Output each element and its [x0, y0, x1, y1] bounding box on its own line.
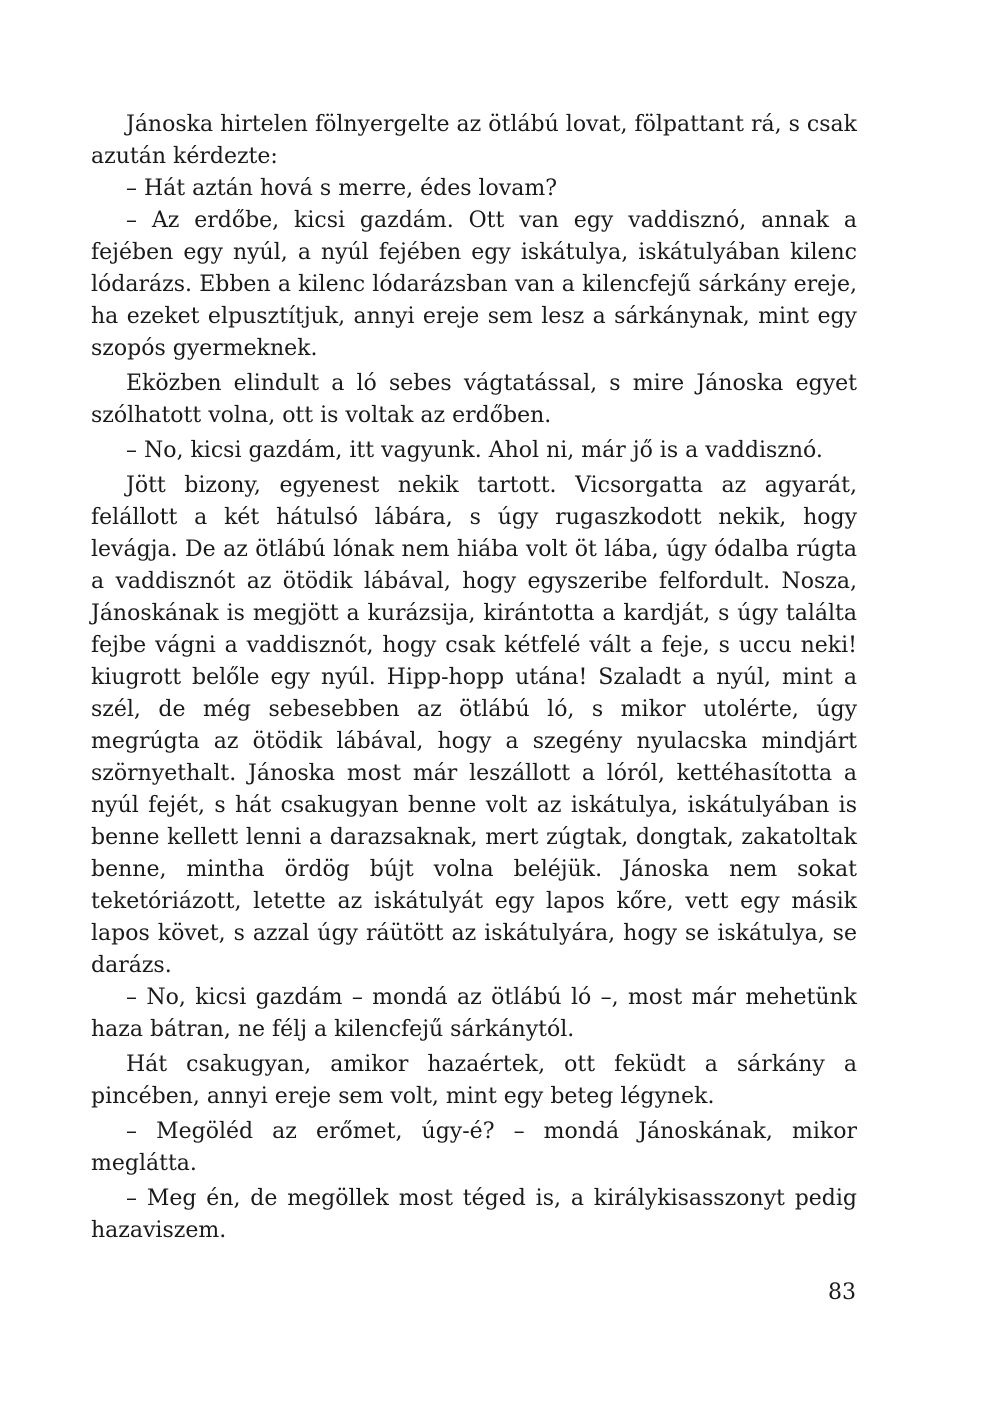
paragraph-3: – Az erdőbe, kicsi gazdám. Ott van egy vaddisznó, annak a fejében egy nyúl, a nyúl fejében egy iskátulya, iskátulyában kilenc lódarázs. Ebben a kilenc lódarázsban van a kilencfejű sárkány ereje, ha ezeket elpusztítjuk, annyi ereje sem lesz a sárkánynak, mint egy szopós gyermeknek. — [91, 208, 857, 361]
paragraph-6: Jött bizony, egyenest nekik tartott. Vicsorgatta az agyarát, felállott a két hátulsó lábára, s úgy rugaszkodott nekik, hogy levágja. De az ötlábú lónak nem hiába volt öt lába, úgy ódalba rúgta a vaddisznót az ötödik lábával, hogy egyszeribe felfordult. Nosza, Jánoskának is megjött a kurázsija, kirántotta a kardját, s úgy találta fejbe vágni a vaddisznót, hogy csak kétfelé vált a feje, s uccu neki! kiugrott belőle egy nyúl. Hipp-hopp utána! Szaladt a nyúl, mint a szél, de még sebesebben az ötlábú ló, s mikor utolérte, úgy megrúgta az ötödik lábával, hogy a szegény nyulacska mindjárt szörnyethalt. Jánoska most már leszállott a lóról, kettéhasította a nyúl fejét, s hát csakugyan benne volt az iskátulya, iskátulyában is benne kellett lenni a darazsaknak, mert zúgtak, dongtak, zakatoltak benne, mintha ördög bújt volna beléjük. Jánoska nem sokat teketóriázott, letette az iskátulyát egy lapos kőre, vett egy másik lapos követ, s azzal úgy ráütött az iskátulyára, hogy se iskátulya, se darázs. — [91, 473, 857, 978]
paragraph-2: – Hát aztán hová s merre, édes lovam? — [126, 176, 557, 201]
paragraph-10: – Meg én, de megöllek most téged is, a királykisasszonyt pedig hazaviszem. — [91, 1186, 857, 1243]
paragraph-4: Eközben elindult a ló sebes vágtatással, s mire Jánoska egyet szólhatott volna, ott is voltak az erdőben. — [91, 371, 857, 428]
page-body — [91, 109, 857, 1247]
page-number: 83 — [828, 1280, 856, 1305]
paragraph-1: Jánoska hirtelen fölnyergelte az ötlábú lovat, fölpattant rá, s csak azután kérdezte: — [91, 112, 857, 169]
paragraph-5: – No, kicsi gazdám, itt vagyunk. Ahol ni, már jő is a vaddisznó. — [126, 438, 823, 463]
paragraph-7: – No, kicsi gazdám – mondá az ötlábú ló –, most már mehetünk haza bátran, ne félj a kilencfejű sárkánytól. — [91, 985, 857, 1042]
paragraph-8: Hát csakugyan, amikor hazaértek, ott feküdt a sárkány a pincében, annyi ereje sem volt, mint egy beteg légynek. — [91, 1052, 857, 1109]
paragraph-9: – Megöléd az erőmet, úgy-é? – mondá Jánoskának, mikor meglátta. — [91, 1119, 857, 1176]
